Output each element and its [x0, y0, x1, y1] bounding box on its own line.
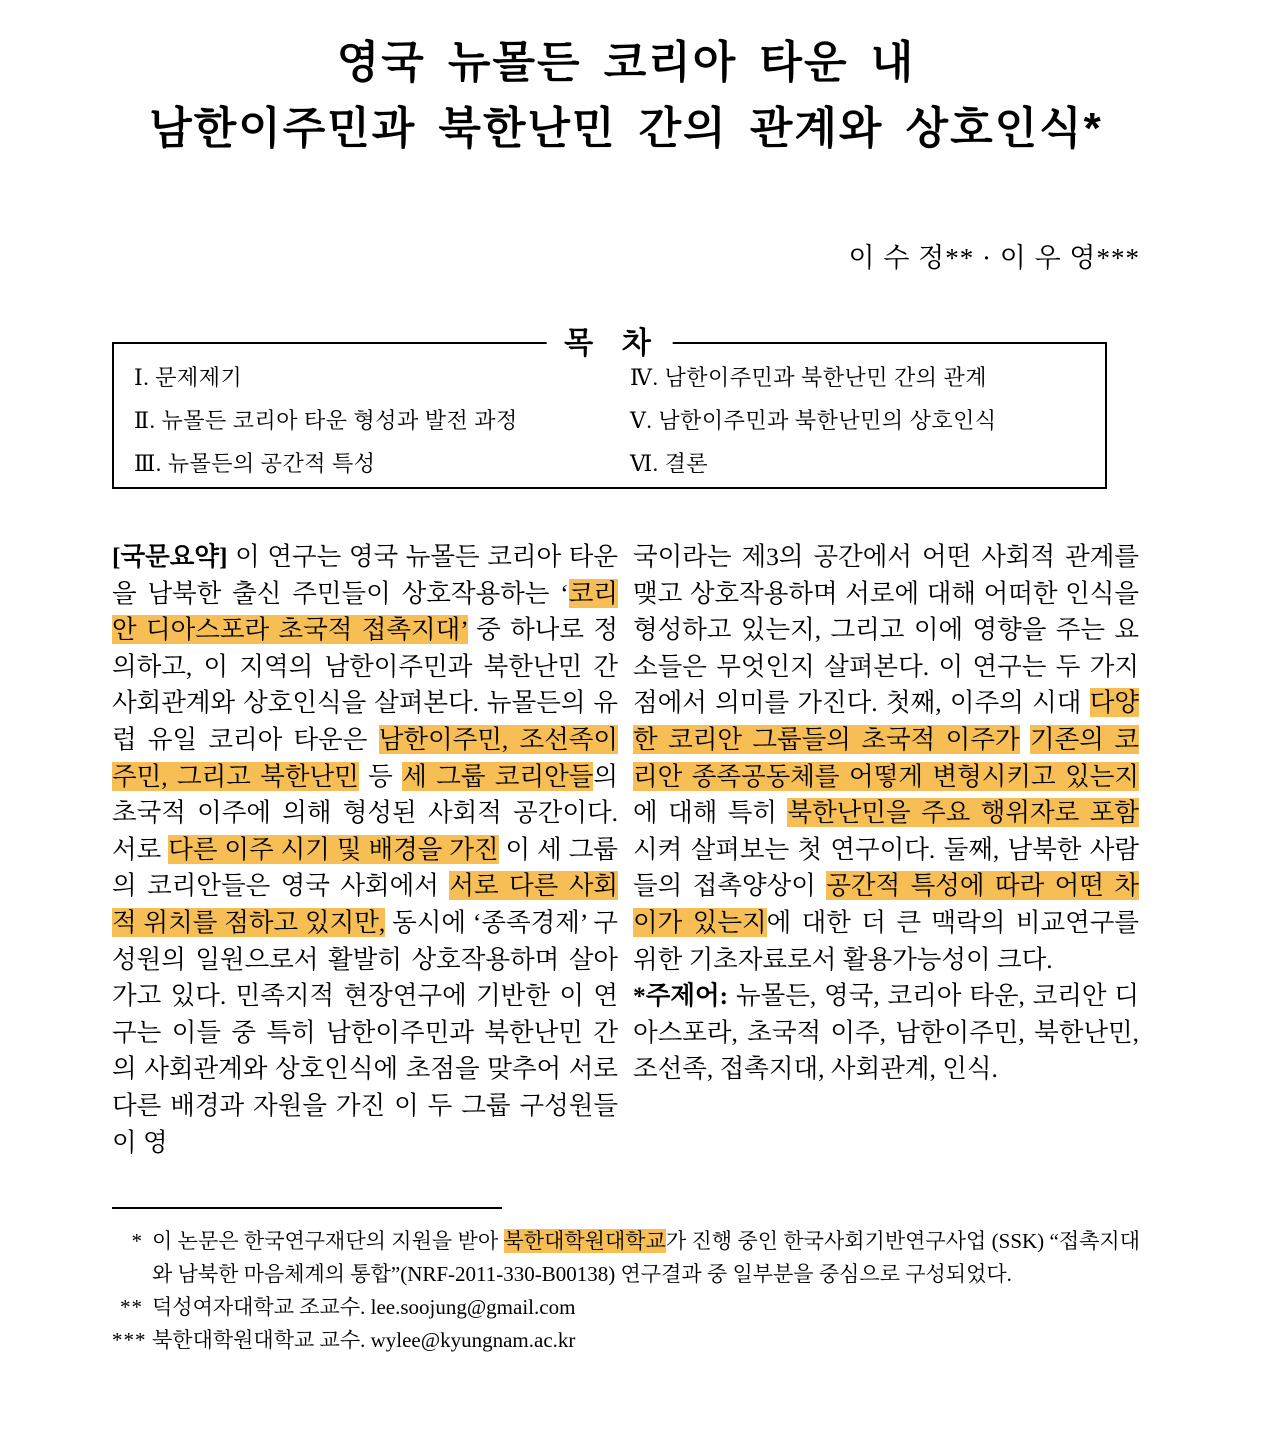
highlighted-text: 남한이주민, 조선족이주민, 그리고 북한난민	[112, 724, 619, 791]
toc-item: Ⅴ. 남한이주민과 북한난민의 상호인식	[630, 408, 997, 433]
footnote-text	[152, 1225, 1140, 1291]
highlighted-text: 서로 다른 사회적 위치를 점하고 있지만,	[112, 871, 618, 937]
abstract-paragraph	[633, 539, 1139, 978]
text-run: 에 대한 더 큰 맥락의 비교연구를 위한 기초자료로서 활용가능성이 크다.	[633, 907, 1140, 974]
toc-item: Ⅱ. 뉴몰든 코리아 타운 형성과 발전 과정	[134, 408, 518, 433]
text-run: 이 논문은 한국연구재단의 지원을 받아	[152, 1229, 504, 1254]
abstract-paragraph	[112, 539, 618, 1161]
text-run: 등	[358, 761, 403, 791]
text-run: 중 하나로 정의하고, 이 지역의 남한이주민과 북한난민 간 사회관계와 상호인식을 살펴본다. 뉴몰든의 유럽 유일 코리아 타운은	[112, 615, 618, 754]
text-run: 뉴몰든, 영국, 코리아 타운, 코리안 디아스포라, 초국적 이주, 남한이주민, 북한난민, 조선족, 접촉지대, 사회관계, 인식.	[633, 981, 1139, 1084]
footnote-separator	[112, 1207, 502, 1209]
highlighted-text: 북한대학원대학교	[503, 1229, 666, 1254]
footnotes-section	[112, 1225, 1140, 1357]
authors-line: 이 수 정** · 이 우 영***	[848, 243, 1140, 273]
text-run: 가 진행 중인 한국사회기반연구사업 (SSK) “접촉지대와 남북한 마음체계의 통합”(NRF-2011-330-B00138) 연구결과 중 일부분을 중심으로 구성되었다.	[152, 1229, 1141, 1287]
toc-item: Ⅵ. 결론	[630, 451, 709, 476]
footnote-text	[152, 1291, 1140, 1324]
toc-item: Ⅰ. 문제제기	[134, 365, 243, 390]
abstract-left-column	[112, 539, 618, 1161]
footnote	[112, 1324, 1140, 1357]
toc-column-left	[134, 356, 630, 485]
text-run: 의 초국적 이주에 의해 형성된 사회적 공간이다. 서로	[112, 761, 618, 864]
text-run: 국이라는 제3의 공간에서 어떤 사회적 관계를 맺고 상호작용하며 서로에 대해 어떠한 인식을 형성하고 있는지, 그리고 이에 영향을 주는 요소들은 무엇인지 살펴본다. 이 연구는 두 가지 점에서 의미를 가진다. 첫째, 이주의 시대	[633, 542, 1139, 718]
highlighted-text: 공간적 특성에 따라 어떤 차이가 있는지	[633, 871, 1139, 937]
text-run: 이 세 그룹의 코리안들은 영국 사회에서	[112, 834, 618, 901]
toc-item: Ⅲ. 뉴몰든의 공간적 특성	[134, 451, 376, 476]
toc-columns	[134, 356, 1085, 485]
highlighted-text: 다양한 코리안 그룹들의 초국적 이주가	[633, 688, 1139, 754]
highlighted-text: 코리안 디아스포라 초국적 접촉지대’	[112, 578, 618, 645]
toc-column-right	[630, 356, 1085, 485]
text-run	[1020, 725, 1030, 754]
footnote	[112, 1225, 1140, 1291]
paper-title	[112, 30, 1140, 162]
bold-label: *주제어:	[633, 981, 729, 1011]
highlighted-text: 세 그룹 코리안들	[402, 761, 594, 791]
bold-label: [국문요약]	[112, 542, 228, 571]
text-run: 에 대해 특히	[633, 798, 788, 828]
paper-title-line2: 남한이주민과 북한난민 간의 관계와 상호인식*	[149, 104, 1103, 153]
toc-heading: 목 차	[546, 323, 673, 365]
highlighted-text: 기존의 코리안 종족공동체를 어떻게 변형시키고 있는지	[633, 724, 1139, 791]
text-run: 북한대학원대학교 교수. wylee@kyungnam.ac.kr	[152, 1328, 576, 1353]
text-run: 시켜 살펴보는 첫 연구이다. 둘째, 남북한 사람들의 접촉양상이	[633, 834, 1139, 901]
page-content	[112, 0, 1140, 1357]
paper-title-line1: 영국 뉴몰든 코리아 타운 내	[336, 38, 916, 87]
text-run: 이 연구는 영국 뉴몰든 코리아 타운을 남북한 출신 주민들이 상호작용하는 ‘	[112, 542, 618, 608]
toc-box	[112, 327, 1107, 489]
footnote-text	[152, 1324, 1140, 1357]
footnote-marker: ***	[112, 1328, 147, 1353]
text-run: 덕성여자대학교 조교수. lee.soojung@gmail.com	[152, 1295, 576, 1320]
abstract-section	[112, 539, 1140, 1161]
highlighted-text: 북한난민을 주요 행위자로 포함	[787, 798, 1139, 828]
footnote	[112, 1291, 1140, 1324]
toc-item: Ⅳ. 남한이주민과 북한난민 간의 관계	[630, 365, 988, 390]
footnote-marker: **	[120, 1295, 143, 1320]
text-run: 동시에 ‘종족경제’ 구성원의 일원으로서 활발히 상호작용하며 살아가고 있다. 민족지적 현장연구에 기반한 이 연구는 이들 중 특히 남한이주민과 북한난민 간의 사회관계와 상호인식에 초점을 맞추어 서로 다른 배경과 자원을 가진 이 두 그룹 구성원들이 영	[112, 907, 618, 1157]
footnote-marker: *	[131, 1229, 143, 1254]
highlighted-text: 다른 이주 시기 및 배경을 가진	[168, 834, 499, 864]
abstract-right-column	[633, 539, 1139, 1161]
abstract-paragraph	[633, 978, 1139, 1088]
